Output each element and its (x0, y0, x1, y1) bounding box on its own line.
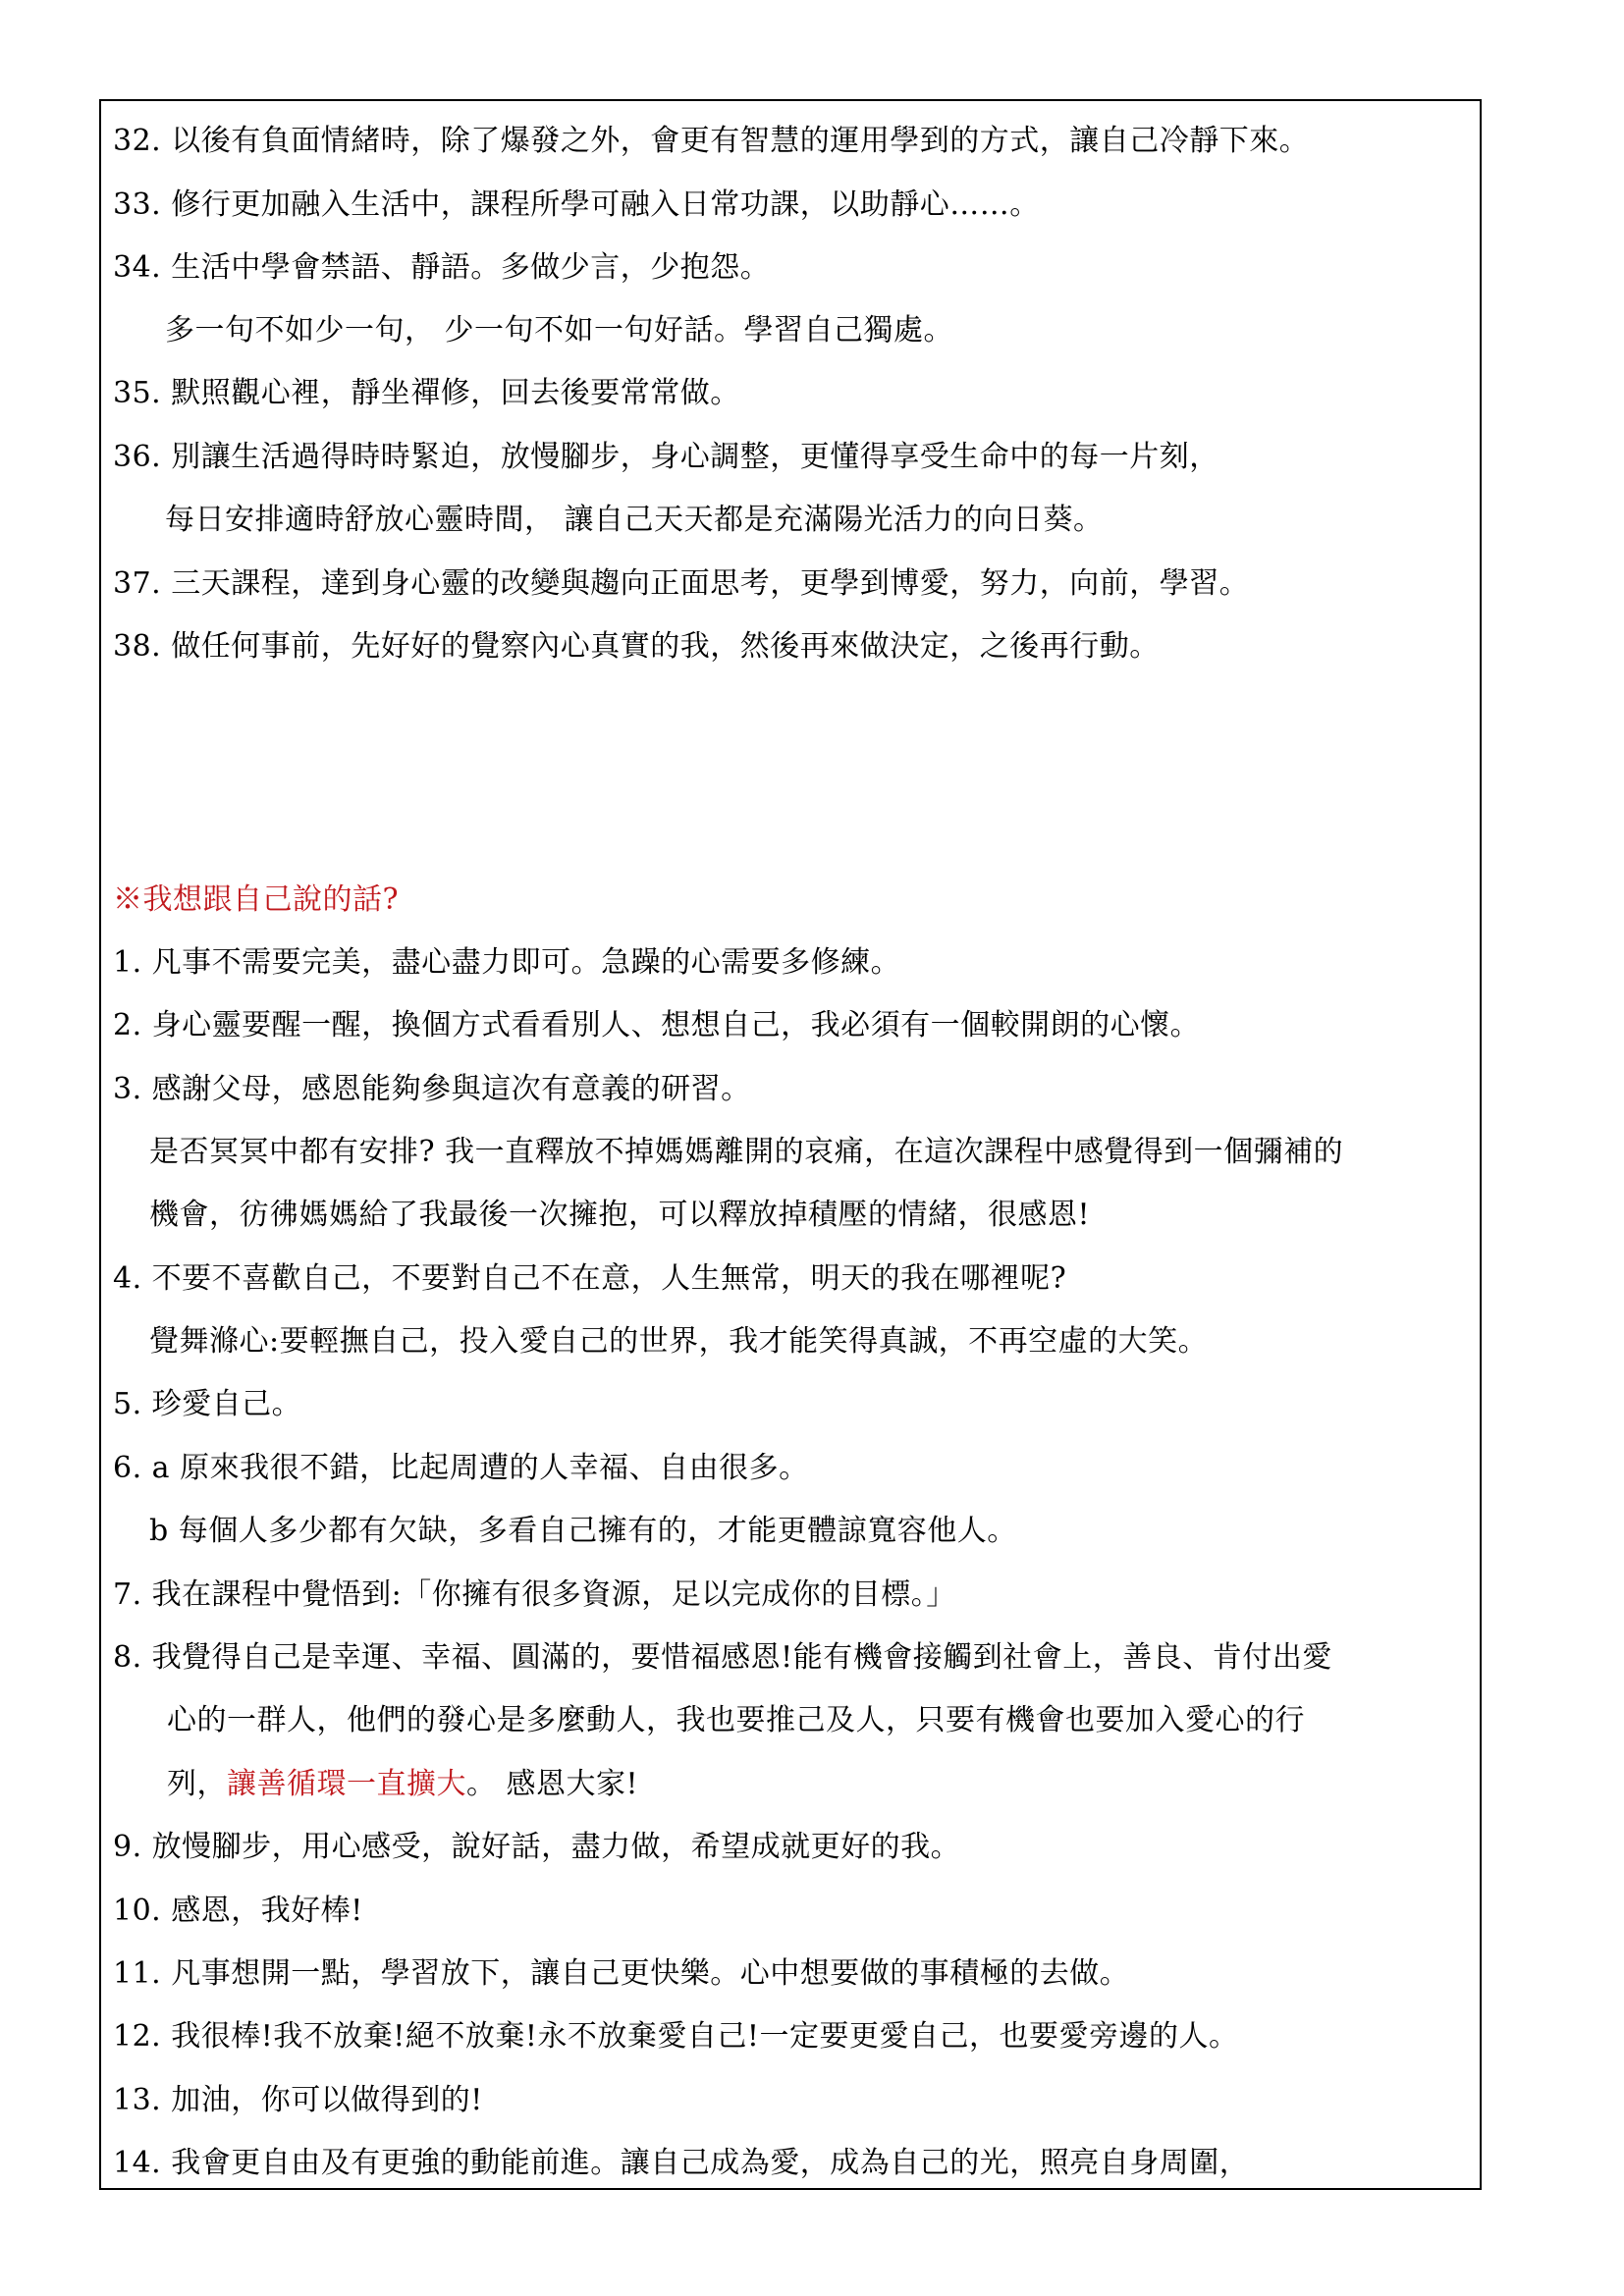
list-item-3: 3. 感謝父母，感恩能夠參與這次有意義的研習。 (113, 1072, 751, 1106)
list-item-9: 9. 放慢腳步，用心感受，說好話，盡力做，希望成就更好的我。 (113, 1830, 961, 1864)
list-item-5: 5. 珍愛自己。 (113, 1387, 302, 1421)
list-item-8: 8. 我覺得自己是幸運、幸福、圓滿的，要惜福感恩!能有機會接觸到社會上，善良、肯付出愛 (113, 1640, 1332, 1675)
list-item-8-suffix: 。 感恩大家! (466, 1767, 639, 1801)
list-item-38: 38. 做任何事前，先好好的覺察內心真實的我，然後再來做決定，之後再行動。 (113, 629, 1160, 664)
list-item-14: 14. 我會更自由及有更強的動能前進。讓自己成為愛，成為自己的光，照亮自身周圍， (113, 2146, 1250, 2180)
list-item-6a: 6. a 原來我很不錯，比起周遭的人幸福、自由很多。 (113, 1451, 809, 1485)
list-item-34-continued: 多一句不如少一句， 少一句不如一句好話。學習自己獨處。 (165, 313, 954, 347)
list-item-8-continued-a: 心的一群人，他們的發心是多麼動人，我也要推己及人，只要有機會也要加入愛心的行 (167, 1703, 1305, 1737)
list-item-32: 32. 以後有負面情緒時，除了爆發之外，會更有智慧的運用學到的方式，讓自己冷靜下來。 (113, 124, 1310, 158)
list-item-10: 10. 感恩，我好棒! (113, 1894, 363, 1928)
list-item-36: 36. 別讓生活過得時時緊迫，放慢腳步，身心調整，更懂得享受生命中的每一片刻， (113, 440, 1219, 474)
list-item-13: 13. 加油，你可以做得到的! (113, 2083, 483, 2117)
list-item-8-continued-b (167, 1765, 638, 1804)
list-item-11: 11. 凡事想開一點，學習放下，讓自己更快樂。心中想要做的事積極的去做。 (113, 1956, 1130, 1991)
list-item-7: 7. 我在課程中覺悟到:「你擁有很多資源，足以完成你的目標。」 (113, 1577, 956, 1612)
list-item-4-continued: 覺舞滌心:要輕撫自己，投入愛自己的世界，我才能笑得真誠，不再空虛的大笑。 (149, 1324, 1209, 1359)
list-item-37: 37. 三天課程，達到身心靈的改變與趨向正面思考，更學到博愛，努力，向前，學習。 (113, 566, 1250, 601)
list-item-36-continued: 每日安排適時舒放心靈時間， 讓自己天天都是充滿陽光活力的向日葵。 (165, 503, 1104, 537)
list-item-1: 1. 凡事不需要完美，盡心盡力即可。急躁的心需要多修練。 (113, 945, 901, 980)
list-item-6b: b 每個人多少都有欠缺，多看自己擁有的，才能更體諒寬容他人。 (149, 1514, 1017, 1548)
list-item-34: 34. 生活中學會禁語、靜語。多做少言，少抱怨。 (113, 250, 771, 285)
list-item-3-continued-b: 機會，彷彿媽媽給了我最後一次擁抱，可以釋放掉積壓的情緒，很感恩! (149, 1198, 1091, 1232)
list-item-12: 12. 我很棒!我不放棄!絕不放棄!永不放棄愛自己!一定要更愛自己，也要愛旁邊的人。 (113, 2019, 1239, 2054)
list-item-33: 33. 修行更加融入生活中，課程所學可融入日常功課，以助靜心……。 (113, 187, 1040, 222)
list-item-8-highlight: 讓善循環一直擴大 (227, 1767, 466, 1801)
list-item-8-prefix: 列， (167, 1767, 227, 1801)
section-heading: ※我想跟自己說的話? (113, 882, 400, 917)
list-item-2: 2. 身心靈要醒一醒，換個方式看看別人、想想自己，我必須有一個較開朗的心懷。 (113, 1008, 1201, 1042)
list-item-35: 35. 默照觀心裡，靜坐禪修，回去後要常常做。 (113, 376, 740, 410)
list-item-4: 4. 不要不喜歡自己，不要對自己不在意，人生無常，明天的我在哪裡呢? (113, 1261, 1067, 1296)
list-item-3-continued-a: 是否冥冥中都有安排? 我一直釋放不掉媽媽離開的哀痛，在這次課程中感覺得到一個彌補的 (149, 1135, 1344, 1169)
